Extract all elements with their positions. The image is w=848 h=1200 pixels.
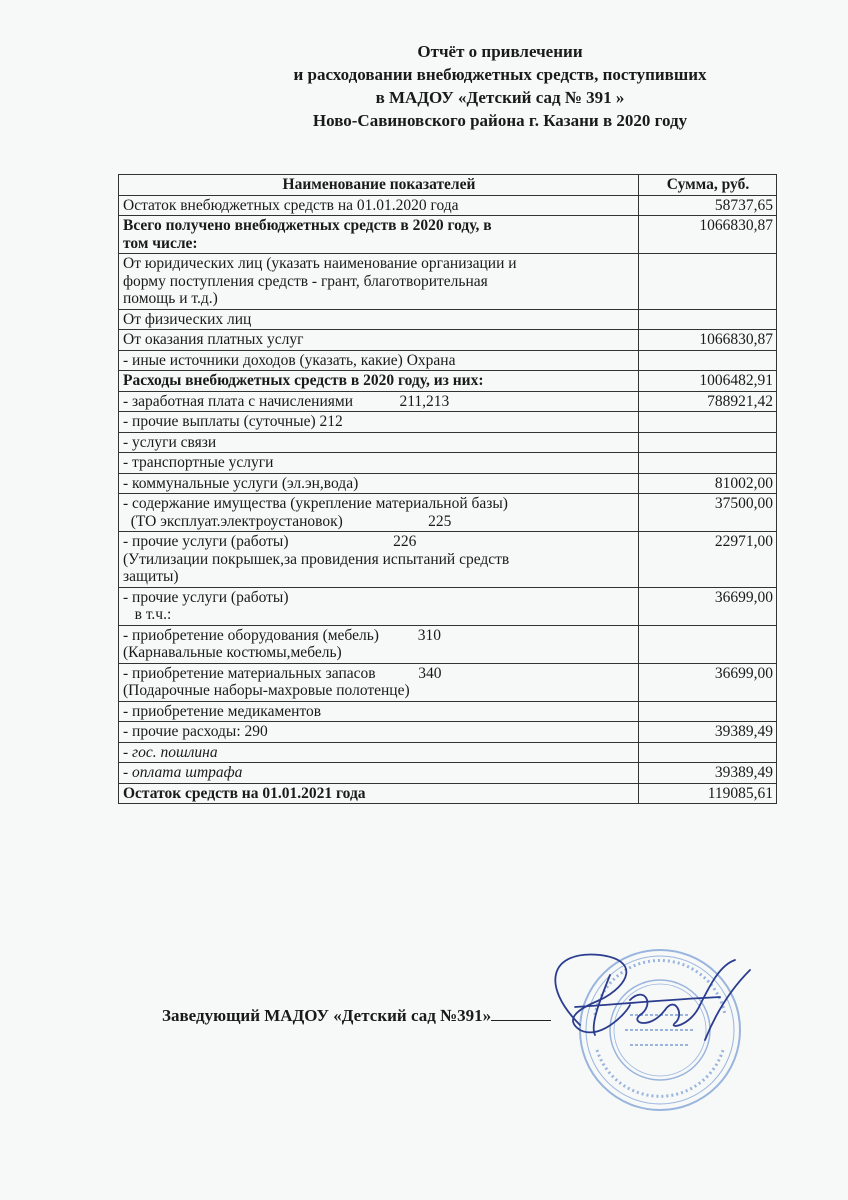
report-title (160, 40, 840, 132)
row-label: От оказания платных услуг (119, 330, 639, 351)
row-amount: 1066830,87 (639, 330, 777, 351)
table-row (119, 587, 777, 625)
row-amount: 788921,42 (639, 391, 777, 412)
table-row (119, 763, 777, 784)
table-row (119, 391, 777, 412)
row-amount: 1006482,91 (639, 371, 777, 392)
row-label: - приобретение медикаментов (119, 701, 639, 722)
row-amount (639, 350, 777, 371)
table-row (119, 195, 777, 216)
table-row (119, 625, 777, 663)
row-amount: 39389,49 (639, 722, 777, 743)
table-row (119, 701, 777, 722)
table-row (119, 532, 777, 588)
row-amount: 119085,61 (639, 783, 777, 804)
row-amount: 58737,65 (639, 195, 777, 216)
table-row (119, 432, 777, 453)
title-line-4: Ново-Савиновского района г. Казани в 2020 году (312, 111, 688, 130)
row-label: - услуги связи (119, 432, 639, 453)
row-label: - прочие услуги (работы) в т.ч.: (119, 587, 639, 625)
row-label: - прочие расходы: 290 (119, 722, 639, 743)
row-amount (639, 412, 777, 433)
row-amount: 37500,00 (639, 494, 777, 532)
row-label: Всего получено внебюджетных средств в 2020 году, в том числе: (119, 216, 639, 254)
row-label: - заработная плата с начислениями 211,213 (119, 391, 639, 412)
title-line-1: Отчёт о привлечении (417, 42, 583, 61)
row-amount: 1066830,87 (639, 216, 777, 254)
row-amount (639, 625, 777, 663)
table-header-row (119, 175, 777, 196)
table-row (119, 663, 777, 701)
title-line-2: и расходовании внебюджетных средств, поступивших (293, 65, 707, 84)
signature-icon (480, 945, 770, 1055)
row-amount (639, 432, 777, 453)
table-row (119, 494, 777, 532)
row-amount: 22971,00 (639, 532, 777, 588)
row-label: - прочие выплаты (суточные) 212 (119, 412, 639, 433)
row-label: От физических лиц (119, 309, 639, 330)
row-label: - оплата штрафа (119, 763, 639, 784)
column-header-name: Наименование показателей (119, 175, 639, 196)
table-row (119, 216, 777, 254)
row-label: - приобретение материальных запасов 340 (Подарочные наборы-махровые полотенце) (119, 663, 639, 701)
row-label: - прочие услуги (работы) 226 (Утилизации покрышек,за провидения испытаний средств защиты) (119, 532, 639, 588)
row-amount: 39389,49 (639, 763, 777, 784)
signature-label: Заведующий МАДОУ «Детский сад №391» (162, 1006, 492, 1025)
table-row (119, 453, 777, 474)
row-label: - иные источники доходов (указать, какие) Охрана (119, 350, 639, 371)
row-amount (639, 701, 777, 722)
table-row (119, 412, 777, 433)
row-label: Остаток средств на 01.01.2021 года (119, 783, 639, 804)
column-header-sum: Сумма, руб. (639, 175, 777, 196)
row-amount: 36699,00 (639, 663, 777, 701)
table-row (119, 371, 777, 392)
row-amount: 36699,00 (639, 587, 777, 625)
table-row (119, 722, 777, 743)
table-row (119, 309, 777, 330)
row-amount (639, 254, 777, 310)
row-label: От юридических лиц (указать наименование организации и форму поступления средств - грант, благотворительная помощь и т.д.) (119, 254, 639, 310)
report-table (118, 174, 777, 804)
row-label: Остаток внебюджетных средств на 01.01.2020 года (119, 195, 639, 216)
title-line-3: в МАДОУ «Детский сад № 391 » (375, 88, 625, 107)
signature-underline (491, 1006, 551, 1021)
row-label: - приобретение оборудования (мебель) 310 (Карнавальные костюмы,мебель) (119, 625, 639, 663)
row-label: - содержание имущества (укрепление материальной базы) (ТО эксплуат.электроустановок) 225 (119, 494, 639, 532)
table-row (119, 254, 777, 310)
row-amount (639, 742, 777, 763)
table-row (119, 473, 777, 494)
row-label: - транспортные услуги (119, 453, 639, 474)
table-row (119, 742, 777, 763)
row-label: - коммунальные услуги (эл.эн,вода) (119, 473, 639, 494)
row-label: - гос. пошлина (119, 742, 639, 763)
row-amount: 81002,00 (639, 473, 777, 494)
table-row (119, 350, 777, 371)
table-row (119, 783, 777, 804)
signature-block (162, 1006, 551, 1026)
row-amount (639, 309, 777, 330)
table-row (119, 330, 777, 351)
row-label: Расходы внебюджетных средств в 2020 году, из них: (119, 371, 639, 392)
row-amount (639, 453, 777, 474)
